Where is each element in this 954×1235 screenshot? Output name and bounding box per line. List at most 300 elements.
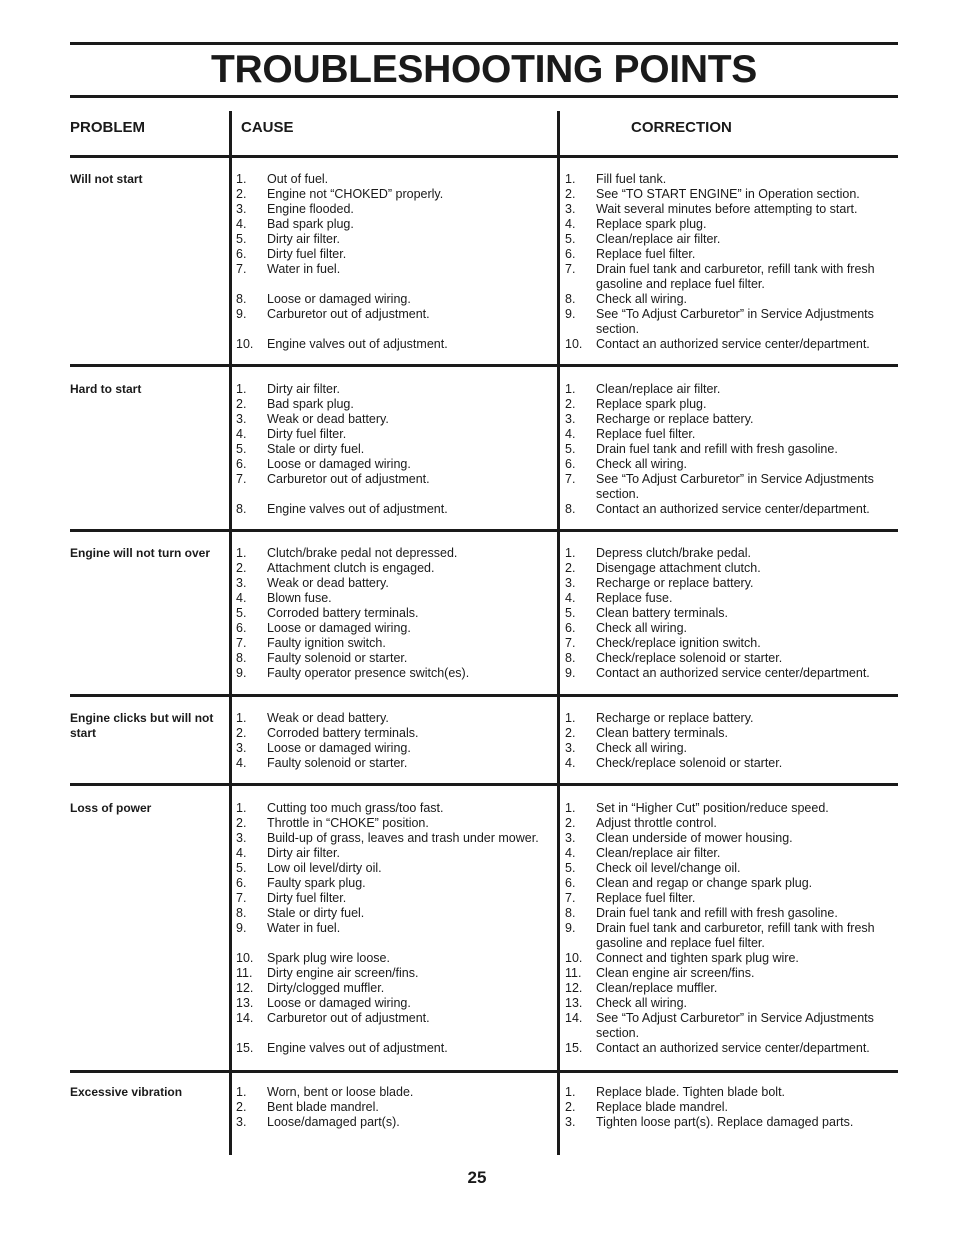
item-text: Dirty fuel filter. — [267, 427, 347, 441]
item-text: Engine flooded. — [267, 202, 354, 216]
item-number: 3. — [565, 576, 576, 590]
correction-item — [565, 262, 895, 292]
cause-item — [236, 846, 554, 861]
correction-item — [565, 472, 895, 502]
item-text: Check all wiring. — [596, 996, 688, 1010]
cause-item — [236, 861, 554, 876]
item-number: 14. — [236, 1011, 254, 1025]
correction-item — [565, 876, 895, 891]
correction-item — [565, 427, 895, 442]
item-text: Wait several minutes before attempting to start. — [596, 202, 858, 216]
row-separator — [70, 364, 898, 367]
item-number: 2. — [236, 397, 247, 411]
item-text: Faulty ignition switch. — [267, 636, 386, 650]
cause-item — [236, 756, 554, 771]
item-text: Clean/replace air filter. — [596, 382, 721, 396]
item-text: Replace fuel filter. — [596, 247, 696, 261]
item-text: See “To Adjust Carburetor” in Service Adjustments section. — [596, 307, 874, 336]
item-text: Clean battery terminals. — [596, 606, 729, 620]
item-number: 11. — [236, 966, 253, 980]
item-text: Loose or damaged wiring. — [267, 741, 411, 755]
item-number: 8. — [565, 292, 576, 306]
item-number: 7. — [236, 891, 247, 905]
item-text: Carburetor out of adjustment. — [267, 472, 430, 486]
item-number: 4. — [236, 846, 247, 860]
item-text: Clean and regap or change spark plug. — [596, 876, 813, 890]
correction-item — [565, 801, 895, 816]
item-number: 3. — [565, 831, 576, 845]
correction-list — [565, 1085, 895, 1130]
item-number: 3. — [236, 831, 247, 845]
item-text: Engine not “CHOKED” properly. — [267, 187, 444, 201]
cause-item — [236, 801, 554, 816]
item-text: Replace spark plug. — [596, 397, 707, 411]
header-cause: CAUSE — [241, 119, 294, 136]
item-text: Tighten loose part(s). Replace damaged parts. — [596, 1115, 854, 1129]
item-number: 9. — [236, 307, 247, 321]
item-number: 8. — [565, 502, 576, 516]
item-text: Water in fuel. — [267, 921, 341, 935]
cause-item — [236, 247, 554, 262]
item-number: 13. — [565, 996, 583, 1010]
item-number: 1. — [565, 172, 576, 186]
cause-item — [236, 666, 554, 681]
item-number: 1. — [565, 546, 576, 560]
item-text: Weak or dead battery. — [267, 711, 389, 725]
item-text: Drain fuel tank and carburetor, refill tank with fresh gasoline and replace fuel filter. — [596, 921, 875, 950]
item-text: Check/replace solenoid or starter. — [596, 756, 783, 770]
correction-item — [565, 756, 895, 771]
cause-item — [236, 996, 554, 1011]
cause-item — [236, 906, 554, 921]
cause-item — [236, 576, 554, 591]
item-text: Depress clutch/brake pedal. — [596, 546, 751, 560]
correction-item — [565, 1100, 895, 1115]
item-text: Check all wiring. — [596, 292, 688, 306]
item-number: 10. — [236, 951, 254, 965]
item-number: 7. — [236, 472, 247, 486]
item-text: Throttle in “CHOKE” position. — [267, 816, 429, 830]
item-number: 4. — [236, 427, 247, 441]
item-number: 2. — [236, 187, 247, 201]
cause-item — [236, 442, 554, 457]
item-text: Attachment clutch is engaged. — [267, 561, 435, 575]
cause-list — [236, 172, 554, 352]
correction-item — [565, 591, 895, 606]
item-text: Contact an authorized service center/department. — [596, 1041, 870, 1055]
cause-item — [236, 816, 554, 831]
item-number: 3. — [236, 741, 247, 755]
cause-item — [236, 382, 554, 397]
item-text: Clean/replace muffler. — [596, 981, 718, 995]
cause-item — [236, 202, 554, 217]
cause-item — [236, 636, 554, 651]
item-number: 9. — [565, 666, 576, 680]
correction-item — [565, 202, 895, 217]
cause-item — [236, 457, 554, 472]
item-text: Loose or damaged wiring. — [267, 621, 411, 635]
item-text: Drain fuel tank and refill with fresh gasoline. — [596, 906, 838, 920]
item-number: 8. — [236, 292, 247, 306]
item-number: 3. — [565, 202, 576, 216]
correction-item — [565, 951, 895, 966]
item-text: Check all wiring. — [596, 621, 688, 635]
item-text: Loose/damaged part(s). — [267, 1115, 400, 1129]
item-number: 2. — [236, 816, 247, 830]
item-number: 6. — [565, 457, 576, 471]
correction-item — [565, 1041, 895, 1056]
cause-list — [236, 382, 554, 517]
item-text: Disengage attachment clutch. — [596, 561, 761, 575]
item-text: Bad spark plug. — [267, 397, 354, 411]
correction-list — [565, 801, 895, 1056]
item-number: 9. — [565, 921, 576, 935]
item-text: See “To Adjust Carburetor” in Service Adjustments section. — [596, 1011, 874, 1040]
item-number: 5. — [236, 861, 247, 875]
item-number: 3. — [236, 412, 247, 426]
item-text: Adjust throttle control. — [596, 816, 717, 830]
item-number: 8. — [236, 502, 247, 516]
item-number: 6. — [565, 876, 576, 890]
correction-list — [565, 172, 895, 352]
correction-item — [565, 217, 895, 232]
item-number: 5. — [565, 606, 576, 620]
item-number: 7. — [236, 636, 247, 650]
item-text: Loose or damaged wiring. — [267, 292, 411, 306]
correction-item — [565, 561, 895, 576]
item-number: 10. — [236, 337, 254, 351]
item-number: 2. — [236, 561, 247, 575]
item-number: 1. — [565, 801, 576, 815]
cause-item — [236, 831, 554, 846]
cause-item — [236, 951, 554, 966]
item-text: Replace blade. Tighten blade bolt. — [596, 1085, 786, 1099]
item-text: Dirty fuel filter. — [267, 247, 347, 261]
item-number: 5. — [236, 442, 247, 456]
correction-item — [565, 187, 895, 202]
correction-item — [565, 711, 895, 726]
item-text: Check all wiring. — [596, 741, 688, 755]
item-text: Clutch/brake pedal not depressed. — [267, 546, 458, 560]
page-title: TROUBLESHOOTING POINTS — [211, 48, 757, 91]
item-text: Dirty/clogged muffler. — [267, 981, 385, 995]
cause-item — [236, 172, 554, 187]
item-number: 5. — [565, 861, 576, 875]
cause-item — [236, 1100, 554, 1115]
item-number: 6. — [236, 621, 247, 635]
cause-item — [236, 606, 554, 621]
item-text: Recharge or replace battery. — [596, 412, 754, 426]
cause-list — [236, 711, 554, 771]
item-number: 13. — [236, 996, 254, 1010]
cause-item — [236, 591, 554, 606]
item-number: 9. — [565, 307, 576, 321]
cause-item — [236, 217, 554, 232]
header-separator — [70, 155, 898, 158]
item-number: 1. — [236, 1085, 247, 1099]
item-number: 3. — [565, 412, 576, 426]
item-number: 2. — [565, 1100, 576, 1114]
correction-item — [565, 996, 895, 1011]
problem-loss-of-power: Loss of power — [70, 801, 152, 815]
correction-item — [565, 397, 895, 412]
item-text: Spark plug wire loose. — [267, 951, 390, 965]
item-number: 4. — [565, 427, 576, 441]
item-number: 4. — [565, 591, 576, 605]
item-number: 6. — [565, 621, 576, 635]
item-number: 8. — [565, 906, 576, 920]
item-number: 9. — [236, 666, 247, 680]
correction-item — [565, 1085, 895, 1100]
item-number: 11. — [565, 966, 582, 980]
item-number: 5. — [236, 606, 247, 620]
correction-item — [565, 921, 895, 951]
item-number: 2. — [565, 561, 576, 575]
item-text: Contact an authorized service center/department. — [596, 337, 870, 351]
row-separator — [70, 1070, 898, 1073]
correction-item — [565, 726, 895, 741]
cause-item — [236, 876, 554, 891]
item-text: Clean battery terminals. — [596, 726, 729, 740]
correction-list — [565, 711, 895, 771]
item-number: 12. — [236, 981, 254, 995]
item-text: Corroded battery terminals. — [267, 726, 419, 740]
item-text: Clean engine air screen/fins. — [596, 966, 755, 980]
item-text: Drain fuel tank and refill with fresh gasoline. — [596, 442, 838, 456]
item-text: Cutting too much grass/too fast. — [267, 801, 444, 815]
cause-item — [236, 472, 554, 487]
cause-item — [236, 981, 554, 996]
item-number: 1. — [236, 172, 247, 186]
item-number: 9. — [236, 921, 247, 935]
cause-item — [236, 921, 554, 936]
correction-item — [565, 861, 895, 876]
item-text: Worn, bent or loose blade. — [267, 1085, 414, 1099]
correction-item — [565, 981, 895, 996]
item-text: Dirty air filter. — [267, 382, 340, 396]
item-number: 7. — [565, 636, 576, 650]
problem-engine-clicks: Engine clicks but will not start — [70, 711, 214, 740]
item-text: Dirty air filter. — [267, 232, 340, 246]
item-text: Replace fuel filter. — [596, 427, 696, 441]
item-text: Dirty fuel filter. — [267, 891, 347, 905]
item-text: Connect and tighten spark plug wire. — [596, 951, 799, 965]
item-text: Check/replace solenoid or starter. — [596, 651, 783, 665]
item-number: 1. — [565, 382, 576, 396]
cause-item — [236, 621, 554, 636]
item-text: Contact an authorized service center/department. — [596, 502, 870, 516]
item-text: Carburetor out of adjustment. — [267, 307, 430, 321]
item-number: 15. — [236, 1041, 254, 1055]
correction-item — [565, 307, 895, 337]
item-text: Dirty air filter. — [267, 846, 340, 860]
correction-item — [565, 502, 895, 517]
title-top-rule — [70, 42, 898, 45]
item-text: See “To Adjust Carburetor” in Service Adjustments section. — [596, 472, 874, 501]
item-number: 5. — [236, 232, 247, 246]
item-text: Contact an authorized service center/department. — [596, 666, 870, 680]
correction-item — [565, 666, 895, 681]
correction-item — [565, 1011, 895, 1041]
correction-item — [565, 172, 895, 187]
item-number: 3. — [236, 202, 247, 216]
correction-item — [565, 831, 895, 846]
item-text: Set in “Higher Cut” position/reduce speed. — [596, 801, 829, 815]
correction-item — [565, 292, 895, 307]
item-number: 6. — [236, 876, 247, 890]
item-text: Replace blade mandrel. — [596, 1100, 729, 1114]
correction-item — [565, 966, 895, 981]
item-number: 3. — [236, 576, 247, 590]
cause-item — [236, 337, 554, 352]
cause-list — [236, 546, 554, 681]
item-text: Weak or dead battery. — [267, 576, 389, 590]
item-number: 15. — [565, 1041, 583, 1055]
item-text: Faulty solenoid or starter. — [267, 651, 408, 665]
item-text: Clean underside of mower housing. — [596, 831, 793, 845]
item-text: Weak or dead battery. — [267, 412, 389, 426]
item-text: Blown fuse. — [267, 591, 332, 605]
item-number: 1. — [236, 711, 247, 725]
item-text: Check all wiring. — [596, 457, 688, 471]
cause-item — [236, 1011, 554, 1026]
item-number: 6. — [565, 247, 576, 261]
item-number: 3. — [236, 1115, 247, 1129]
cause-item — [236, 1115, 554, 1130]
item-text: Low oil level/dirty oil. — [267, 861, 382, 875]
correction-list — [565, 382, 895, 517]
correction-item — [565, 816, 895, 831]
item-text: Recharge or replace battery. — [596, 711, 754, 725]
row-separator — [70, 783, 898, 786]
item-text: Loose or damaged wiring. — [267, 996, 411, 1010]
correction-item — [565, 412, 895, 427]
item-number: 12. — [565, 981, 583, 995]
item-number: 4. — [565, 846, 576, 860]
item-number: 2. — [236, 1100, 247, 1114]
item-text: Drain fuel tank and carburetor, refill tank with fresh gasoline and replace fuel filter. — [596, 262, 875, 291]
cause-item — [236, 427, 554, 442]
item-number: 6. — [236, 247, 247, 261]
cause-item — [236, 292, 554, 307]
item-text: Dirty engine air screen/fins. — [267, 966, 419, 980]
problem-excessive-vibration: Excessive vibration — [70, 1085, 183, 1099]
cause-item — [236, 1085, 554, 1100]
correction-list — [565, 546, 895, 681]
column-divider-right — [557, 111, 560, 1155]
item-number: 4. — [565, 217, 576, 231]
correction-item — [565, 741, 895, 756]
cause-list — [236, 1085, 554, 1130]
row-separator — [70, 694, 898, 697]
item-number: 7. — [565, 891, 576, 905]
item-number: 8. — [236, 906, 247, 920]
cause-item — [236, 561, 554, 576]
correction-item — [565, 457, 895, 472]
item-text: Faulty operator presence switch(es). — [267, 666, 470, 680]
item-text: Out of fuel. — [267, 172, 329, 186]
item-number: 2. — [565, 726, 576, 740]
item-text: Faulty solenoid or starter. — [267, 756, 408, 770]
item-number: 3. — [565, 1115, 576, 1129]
cause-item — [236, 711, 554, 726]
correction-item — [565, 232, 895, 247]
problem-engine-will-not-turn-over: Engine will not turn over — [70, 546, 211, 560]
correction-item — [565, 576, 895, 591]
item-text: Corroded battery terminals. — [267, 606, 419, 620]
cause-item — [236, 307, 554, 322]
item-text: Replace fuel filter. — [596, 891, 696, 905]
item-text: Replace spark plug. — [596, 217, 707, 231]
item-text: Stale or dirty fuel. — [267, 906, 365, 920]
item-number: 2. — [565, 187, 576, 201]
correction-item — [565, 382, 895, 397]
cause-item — [236, 741, 554, 756]
cause-list — [236, 801, 554, 1056]
cause-item — [236, 397, 554, 412]
item-number: 4. — [565, 756, 576, 770]
correction-item — [565, 247, 895, 262]
item-number: 3. — [565, 741, 576, 755]
correction-item — [565, 891, 895, 906]
correction-item — [565, 1115, 895, 1130]
correction-item — [565, 906, 895, 921]
item-number: 5. — [565, 442, 576, 456]
cause-item — [236, 232, 554, 247]
item-text: See “TO START ENGINE” in Operation section. — [596, 187, 860, 201]
item-number: 7. — [565, 472, 576, 486]
title-bottom-rule — [70, 95, 898, 98]
item-number: 2. — [236, 726, 247, 740]
item-number: 2. — [565, 397, 576, 411]
item-text: Carburetor out of adjustment. — [267, 1011, 430, 1025]
correction-item — [565, 621, 895, 636]
item-text: Check oil level/change oil. — [596, 861, 741, 875]
header-correction: CORRECTION — [631, 119, 732, 136]
problem-hard-to-start: Hard to start — [70, 382, 142, 396]
item-text: Loose or damaged wiring. — [267, 457, 411, 471]
cause-item — [236, 651, 554, 666]
correction-item — [565, 442, 895, 457]
item-number: 1. — [236, 382, 247, 396]
item-text: Build-up of grass, leaves and trash under mower. — [267, 831, 539, 845]
cause-item — [236, 891, 554, 906]
item-text: Check/replace ignition switch. — [596, 636, 761, 650]
correction-item — [565, 846, 895, 861]
item-number: 7. — [565, 262, 576, 276]
cause-item — [236, 1041, 554, 1056]
correction-item — [565, 337, 895, 352]
item-text: Replace fuse. — [596, 591, 673, 605]
item-text: Engine valves out of adjustment. — [267, 337, 448, 351]
cause-item — [236, 726, 554, 741]
item-number: 1. — [236, 801, 247, 815]
item-text: Engine valves out of adjustment. — [267, 502, 448, 516]
item-number: 7. — [236, 262, 247, 276]
cause-item — [236, 966, 554, 981]
row-separator — [70, 529, 898, 532]
cause-item — [236, 412, 554, 427]
item-number: 1. — [236, 546, 247, 560]
item-text: Faulty spark plug. — [267, 876, 366, 890]
item-number: 1. — [565, 711, 576, 725]
item-number: 8. — [565, 651, 576, 665]
page-number: 25 — [467, 1168, 487, 1187]
correction-item — [565, 546, 895, 561]
column-divider-left — [229, 111, 232, 1155]
item-number: 10. — [565, 951, 583, 965]
item-number: 2. — [565, 816, 576, 830]
